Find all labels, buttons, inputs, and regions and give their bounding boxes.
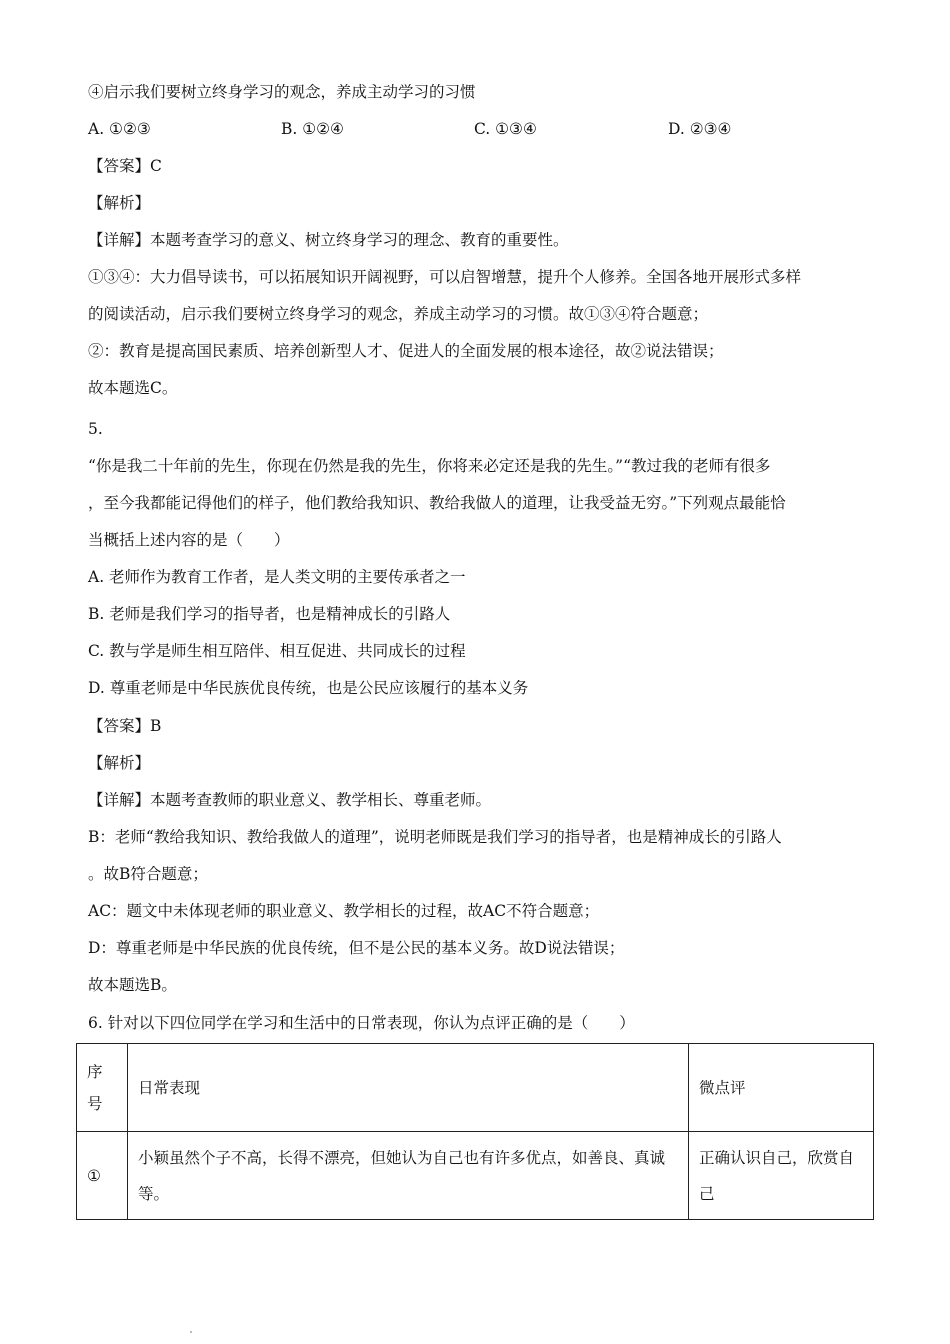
- q5-option-d: D. 尊重老师是中华民族优良传统，也是公民应该履行的基本义务: [88, 679, 529, 697]
- q5-explanation-1a: B：老师“教给我知识、教给我做人的道理”，说明老师既是我们学习的指导者，也是精神成长的引路人: [88, 828, 782, 846]
- q5-explanation-3: D：尊重老师是中华民族的优良传统，但不是公民的基本义务。故D说法错误；: [88, 939, 625, 957]
- q4-answer: 【答案】C: [88, 157, 162, 175]
- q4-option-b: B. ①②④: [281, 120, 344, 138]
- q4-option-d: D. ②③④: [668, 120, 732, 138]
- header-cell-behavior: 日常表现: [128, 1044, 689, 1132]
- row-cell-index: ①: [77, 1132, 128, 1220]
- q4-detail: 【详解】本题考查学习的意义、树立终身学习的理念、教育的重要性。: [88, 231, 569, 249]
- q4-option-a: A. ①②③: [88, 120, 151, 138]
- q4-option-item-4: ④启示我们要树立终身学习的观念，养成主动学习的习惯: [88, 83, 476, 101]
- q5-answer: 【答案】B: [88, 717, 162, 735]
- q6-table: [76, 1043, 874, 1220]
- page-speck: [190, 1331, 192, 1333]
- q5-conclusion: 故本题选B。: [88, 976, 177, 994]
- q5-stem-3: 当概括上述内容的是（ ）: [88, 531, 290, 549]
- q5-stem-2: ，至今我都能记得他们的样子，他们教给我知识、教给我做人的道理，让我受益无穷。”下列观点最能恰: [88, 494, 786, 512]
- q5-number: 5.: [88, 420, 103, 438]
- q5-explanation-2: AC：题文中未体现老师的职业意义、教学相长的过程，故AC不符合题意；: [88, 902, 600, 920]
- table-header-row: [77, 1044, 874, 1132]
- q5-option-a: A. 老师作为教育工作者，是人类文明的主要传承者之一: [88, 568, 466, 586]
- row-cell-behavior: 小颖虽然个子不高，长得不漂亮，但她认为自己也有许多优点，如善良、真诚等。: [128, 1132, 689, 1220]
- q4-analysis-heading: 【解析】: [88, 194, 151, 212]
- q4-conclusion: 故本题选C。: [88, 379, 178, 397]
- q4-explanation-1a: ①③④：大力倡导读书，可以拓展知识开阔视野，可以启智增慧，提升个人修养。全国各地开展形式多样: [88, 268, 802, 286]
- q5-analysis-heading: 【解析】: [88, 754, 151, 772]
- q5-option-b: B. 老师是我们学习的指导者，也是精神成长的引路人: [88, 605, 451, 623]
- q5-detail: 【详解】本题考查教师的职业意义、教学相长、尊重老师。: [88, 791, 492, 809]
- row-cell-comment: 正确认识自己，欣赏自己: [689, 1132, 874, 1220]
- q4-option-c: C. ①③④: [474, 120, 537, 138]
- q6-stem: 6. 针对以下四位同学在学习和生活中的日常表现，你认为点评正确的是（ ）: [88, 1014, 635, 1032]
- header-cell-index: 序号: [77, 1044, 128, 1132]
- q5-option-c: C. 教与学是师生相互陪伴、相互促进、共同成长的过程: [88, 642, 466, 660]
- header-cell-comment: 微点评: [689, 1044, 874, 1132]
- table-row: [77, 1132, 874, 1220]
- q5-stem-1: “你是我二十年前的先生，你现在仍然是我的先生，你将来必定还是我的先生。”“教过我的老师有很多: [88, 457, 771, 475]
- q5-explanation-1b: 。故B符合题意；: [88, 865, 208, 883]
- q4-explanation-1b: 的阅读活动，启示我们要树立终身学习的观念，养成主动学习的习惯。故①③④符合题意；: [88, 305, 709, 323]
- q4-explanation-2: ②：教育是提高国民素质、培养创新型人才、促进人的全面发展的根本途径，故②说法错误；: [88, 342, 724, 360]
